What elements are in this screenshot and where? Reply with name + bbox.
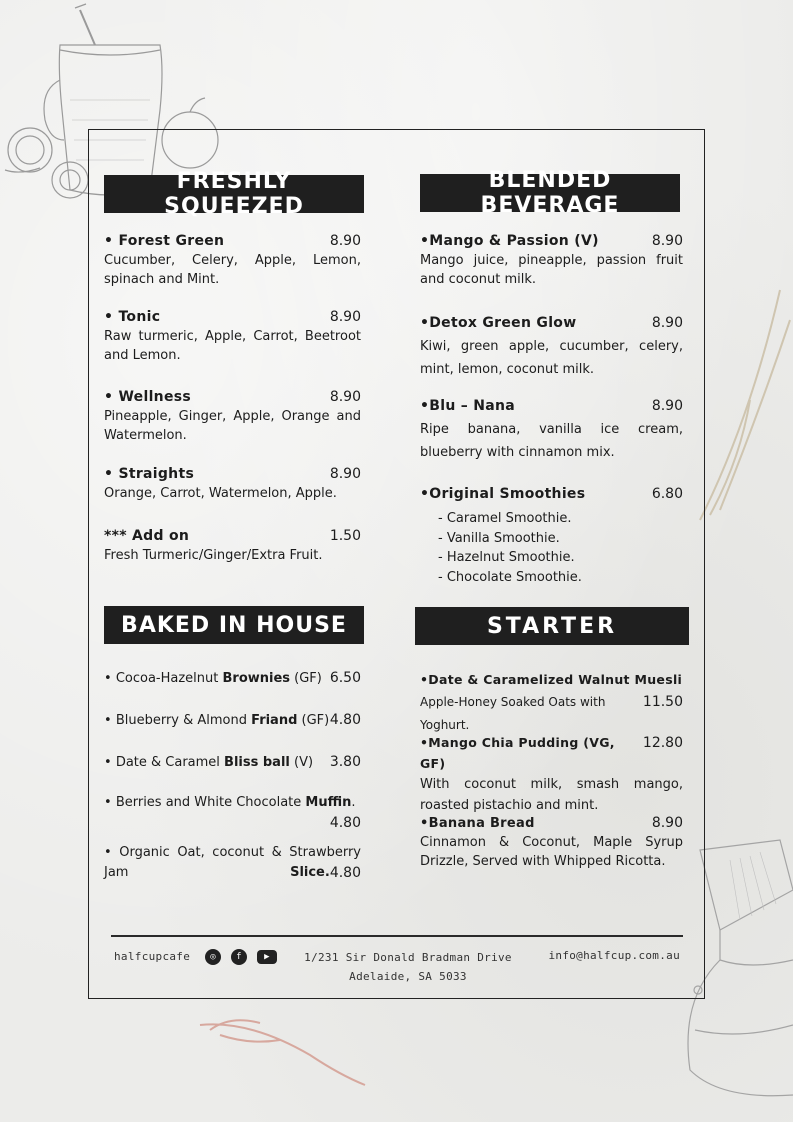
youtube-icon[interactable]: ▶ (257, 950, 277, 964)
item-price: 4.80 (329, 712, 361, 728)
section-title-starter: STARTER (415, 607, 689, 645)
menu-item: •Mango & Passion (V) 8.90 Mango juice, pineapple, passion fruit and coconut milk. (420, 233, 683, 287)
item-description: Apple-Honey Soaked Oats with Yoghurt. (420, 695, 606, 732)
menu-item: • Straights 8.90 Orange, Carrot, Watermelon, Apple. (104, 466, 361, 501)
item-name: Friand (251, 713, 298, 728)
item-price: 8.90 (651, 398, 683, 414)
item-name: *** Add on (104, 528, 190, 544)
baked-item: • Blueberry & Almond Friand (GF) 4.80 (104, 712, 361, 728)
baked-item: • Cocoa-Hazelnut Brownies (GF) 6.50 (104, 670, 361, 686)
menu-item: •Banana Bread 8.90 Cinnamon & Coconut, Maple Syrup Drizzle, Served with Whipped Ricotta. (420, 815, 683, 869)
item-name: Banana Bread (428, 816, 535, 831)
wheat-sketch (690, 280, 793, 530)
item-name: Blu – Nana (429, 398, 516, 414)
footer-brand (114, 949, 277, 965)
item-price: 6.50 (329, 670, 361, 686)
section-title-baked-in-house: BAKED IN HOUSE (104, 606, 364, 644)
baked-item: • Date & Caramel Bliss ball (V) 3.80 (104, 754, 361, 770)
item-price: 3.80 (329, 754, 361, 770)
item-name: Detox Green Glow (429, 315, 577, 331)
item-name: Forest Green (118, 233, 225, 249)
menu-item: • Tonic 8.90 Raw turmeric, Apple, Carrot, Beetroot and Lemon. (104, 309, 361, 363)
item-price: 8.90 (651, 315, 683, 331)
item-name: Tonic (118, 309, 161, 325)
item-description: Orange, Carrot, Watermelon, Apple. (104, 486, 337, 501)
item-price: 4.80 (329, 815, 361, 831)
item-description: Cucumber, Celery, Apple, Lemon, spinach and Mint. (104, 253, 361, 287)
item-name: Muffin (305, 795, 352, 810)
footer-address (300, 948, 516, 986)
menu-item: •Date & Caramelized Walnut Muesli Apple-Honey Soaked Oats with Yoghurt. 11.50 (420, 668, 683, 737)
dried-flower-sketch (190, 1005, 380, 1095)
smoothie-option: - Caramel Smoothie. (438, 511, 572, 526)
item-price: 8.90 (651, 815, 683, 831)
smoothie-option: - Hazelnut Smoothie. (438, 550, 575, 565)
baked-item: • Berries and White Chocolate Muffin. 4.80 (104, 795, 361, 831)
brand-name: halfcupcafe (114, 950, 191, 963)
item-description: Cinnamon & Coconut, Maple Syrup Drizzle, Served with Whipped Ricotta. (420, 835, 683, 869)
item-name: Wellness (118, 389, 192, 405)
footer-email[interactable] (540, 949, 680, 962)
item-name: Mango & Passion (V) (429, 233, 599, 249)
item-description: With coconut milk, smash mango, roasted pistachio and mint. (420, 777, 683, 813)
item-price: 8.90 (651, 233, 683, 249)
item-name: Bliss ball (224, 755, 290, 770)
section-title-freshly-squeezed: FRESHLY SQUEEZED (104, 175, 364, 213)
section-title-blended-beverage: BLENDED BEVERAGE (420, 174, 680, 212)
instagram-icon[interactable]: ◎ (205, 949, 221, 965)
item-price: 4.80 (329, 865, 361, 881)
address-line-1: 1/231 Sir Donald Bradman Drive (304, 951, 512, 964)
facebook-icon[interactable]: f (231, 949, 247, 965)
item-price: 8.90 (329, 466, 361, 482)
item-name: Brownies (222, 671, 291, 686)
item-name: Date & Caramelized Walnut Muesli (428, 672, 683, 687)
menu-item: •Blu – Nana 8.90 Ripe banana, vanilla ice cream, blueberry with cinnamon mix. (420, 395, 683, 464)
item-description: Ripe banana, vanilla ice cream, blueberry with cinnamon mix. (420, 422, 683, 460)
menu-item: • Forest Green 8.90 Cucumber, Celery, Apple, Lemon, spinach and Mint. (104, 233, 361, 287)
menu-item: •Original Smoothies 6.80 - Caramel Smoothie. - Vanilla Smoothie. - Hazelnut Smoothie. - Chocolate Smoothie. (420, 485, 683, 587)
item-description: Fresh Turmeric/Ginger/Extra Fruit. (104, 548, 323, 563)
item-price: 1.50 (329, 528, 361, 544)
item-description: Kiwi, green apple, cucumber, celery, mint, lemon, coconut milk. (420, 339, 683, 377)
baked-item: • Organic Oat, coconut & Strawberry Jam Slice. 4.80 (104, 845, 361, 881)
footer-divider (111, 935, 683, 937)
item-description: Mango juice, pineapple, passion fruit and coconut milk. (420, 253, 683, 287)
item-description: Pineapple, Ginger, Apple, Orange and Watermelon. (104, 409, 361, 443)
menu-item: • Wellness 8.90 Pineapple, Ginger, Apple, Orange and Watermelon. (104, 389, 361, 443)
menu-item: •Detox Green Glow 8.90 Kiwi, green apple, cucumber, celery, mint, lemon, coconut milk. (420, 312, 683, 381)
item-price: 6.80 (651, 486, 683, 502)
item-price: 8.90 (329, 233, 361, 249)
item-name: Slice. (290, 865, 330, 880)
item-description: Raw turmeric, Apple, Carrot, Beetroot and Lemon. (104, 329, 361, 363)
item-name: Straights (118, 466, 195, 482)
address-line-2: Adelaide, SA 5033 (349, 970, 467, 983)
item-price: 12.80 (642, 735, 683, 751)
menu-item: •Mango Chia Pudding (VG, GF) 12.80 With coconut milk, smash mango, roasted pistachio and mint. (420, 732, 683, 816)
item-price: 8.90 (329, 389, 361, 405)
item-price: 8.90 (329, 309, 361, 325)
smoothie-option: - Chocolate Smoothie. (438, 569, 582, 585)
smoothie-option: - Vanilla Smoothie. (438, 530, 560, 546)
item-name: Original Smoothies (429, 486, 586, 502)
menu-item-add-on (104, 527, 361, 565)
item-price: 11.50 (642, 694, 683, 710)
item-name: Mango Chia Pudding (VG, GF) (420, 735, 615, 771)
email-link[interactable]: info@halfcup.com.au (548, 949, 680, 962)
